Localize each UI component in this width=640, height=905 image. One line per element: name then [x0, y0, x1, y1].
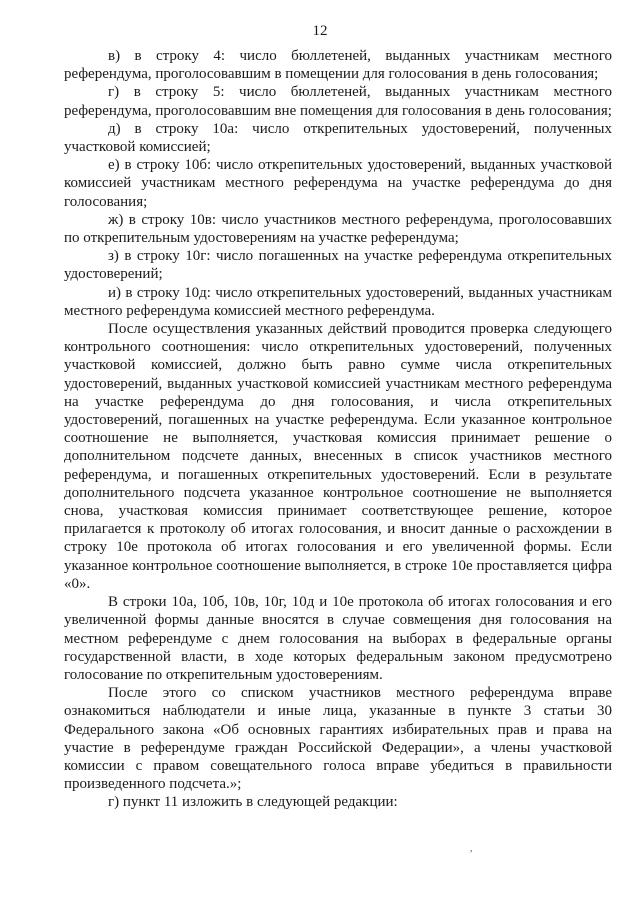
scan-dot-mark: ,	[470, 843, 473, 854]
paragraph-combined-voting: В строки 10а, 10б, 10в, 10г, 10д и 10е протокола об итогах голосования и его увеличенной формы данные вносятся в случае совмещения дня голосования на местном референдуме с днем голосования на выборах в федеральные органы государственной власти, в ходе которых федеральным законом предусмотрено голосование по открепительным удостоверениям.	[64, 594, 612, 683]
paragraph-g-line5: г) в строку 5: число бюллетеней, выданных участникам местного референдума, проголосовавшим вне помещения для голосования в день голосования;	[64, 84, 612, 119]
paragraph-point-11: г) пункт 11 изложить в следующей редакции:	[108, 794, 398, 811]
paragraph-d-line10a: д) в строку 10а: число открепительных удостоверений, полученных участковой комиссией;	[64, 120, 612, 156]
paragraph-z-line10g: з) в строку 10г: число погашенных на участке референдума открепительных удостоверений;	[64, 248, 612, 283]
document-body	[64, 47, 612, 812]
paragraph-i-line10d: и) в строку 10д: число открепительных удостоверений, выданных участникам местного референдума комиссией местного референдума.	[64, 284, 612, 319]
paragraph-control-check: После осуществления указанных действий проводится проверка следующего контрольного соотношения: число открепительных удостоверений, полученных участковой комиссией, должно быть равно сумме числа открепительных удостоверений, выданных участковой комиссией участникам местного референдума на участке референдума до дня голосования, и числа открепительных удостоверений, погашенных на участке референдума. Если указанное контрольное соотношение не выполняется, участковая комиссия принимает решение о дополнительном подсчете данных, внесенных в список участников местного референдума, и погашенных открепительных удостоверений. Если в результате дополнительного подсчета указанное контрольное соотношение не выполняется снова, участковая комиссия принимает соответствующее решение, которое прилагается к протоколу об итогах голосования, и вносит данные о расхождении в строку 10е протокола об итогах голосования и его увеличенной формы. Если указанное контрольное соотношение выполняется, в строке 10е проставляется цифра «0».	[64, 321, 612, 592]
paragraph-v-line4: в) в строку 4: число бюллетеней, выданных участникам местного референдума, проголосовавшим в помещении для голосования в день голосования;	[64, 48, 612, 83]
paragraph-e-line10b: е) в строку 10б: число открепительных удостоверений, выданных участковой комиссией участникам местного референдума на участке референдума до дня голосования;	[64, 157, 612, 210]
paragraph-zh-line10v: ж) в строку 10в: число участников местного референдума, проголосовавших по открепительным удостоверениям на участке референдума;	[64, 211, 612, 247]
page-number: 12	[312, 23, 328, 39]
paragraph-observers: После этого со списком участников местного референдума вправе ознакомиться наблюдатели и иные лица, указанные в пункте 3 статьи 30 Федерального закона «Об основных гарантиях избирательных прав и права на участие в референдуме граждан Российской Федерации», а члены участковой комиссии с правом совещательного голоса вправе убедиться в правильности произведенного подсчета.»;	[64, 685, 612, 793]
